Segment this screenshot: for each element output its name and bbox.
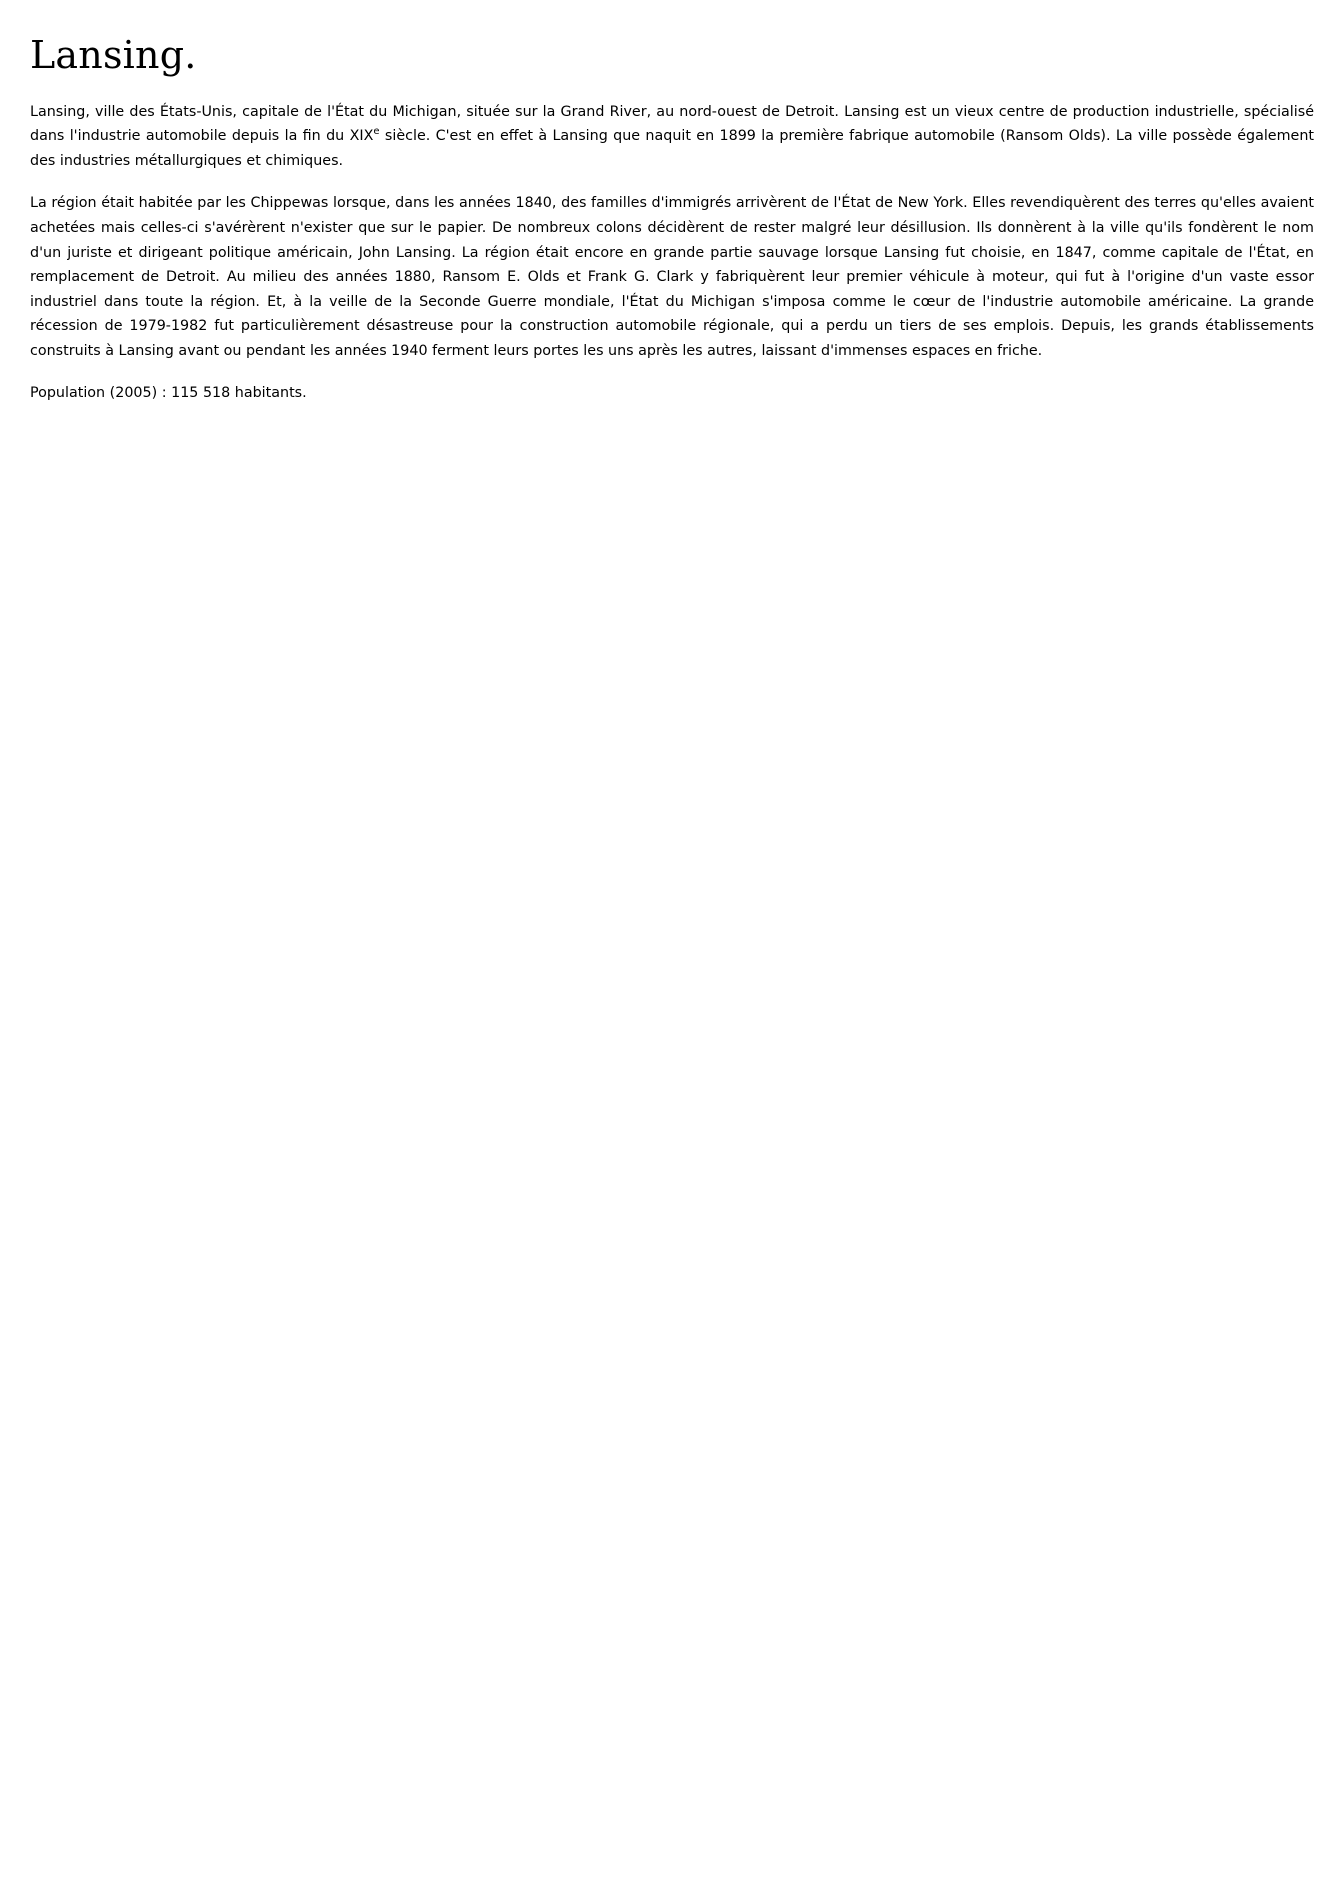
paragraph-intro <box>30 100 1314 174</box>
paragraph-history: La région était habitée par les Chippewas lorsque, dans les années 1840, des familles d'immigrés arrivèrent de l'État de New York. Elles revendiquèrent des terres qu'elles avaient achetées mais celles-ci s'avérèrent n'exister que sur le papier. De nombreux colons décidèrent de rester malgré leur désillusion. Ils donnèrent à la ville qu'ils fondèrent le nom d'un juriste et dirigeant politique américain, John Lansing. La région était encore en grande partie sauvage lorsque Lansing fut choisie, en 1847, comme capitale de l'État, en remplacement de Detroit. Au milieu des années 1880, Ransom E. Olds et Frank G. Clark y fabriquèrent leur premier véhicule à moteur, qui fut à l'origine d'un vaste essor industriel dans toute la région. Et, à la veille de la Seconde Guerre mondiale, l'État du Michigan s'imposa comme le cœur de l'industrie automobile américaine. La grande récession de 1979-1982 fut particulièrement désastreuse pour la construction automobile régionale, qui a perdu un tiers de ses emplois. Depuis, les grands établissements construits à Lansing avant ou pendant les années 1940 ferment leurs portes les uns après les autres, laissant d'immenses espaces en friche. <box>30 195 1314 359</box>
ordinal-superscript: e <box>373 126 380 138</box>
paragraph-population: Population (2005) : 115 518 habitants. <box>30 385 307 402</box>
paragraph-intro-part2: siècle. C'est en effet à Lansing que naquit en 1899 la première fabrique automobile (Ransom Olds). La ville possède également des industries métallurgiques et chimiques. <box>30 128 1314 169</box>
document-page <box>0 0 1344 406</box>
page-title: Lansing. <box>30 33 197 77</box>
paragraph-intro-part1: Lansing, ville des États-Unis, capitale de l'État du Michigan, située sur la Grand River, au nord-ouest de Detroit. Lansing est un vieux centre de production industrielle, spécialisé dans l'industrie automobile depuis la fin du XIX <box>30 103 1314 145</box>
